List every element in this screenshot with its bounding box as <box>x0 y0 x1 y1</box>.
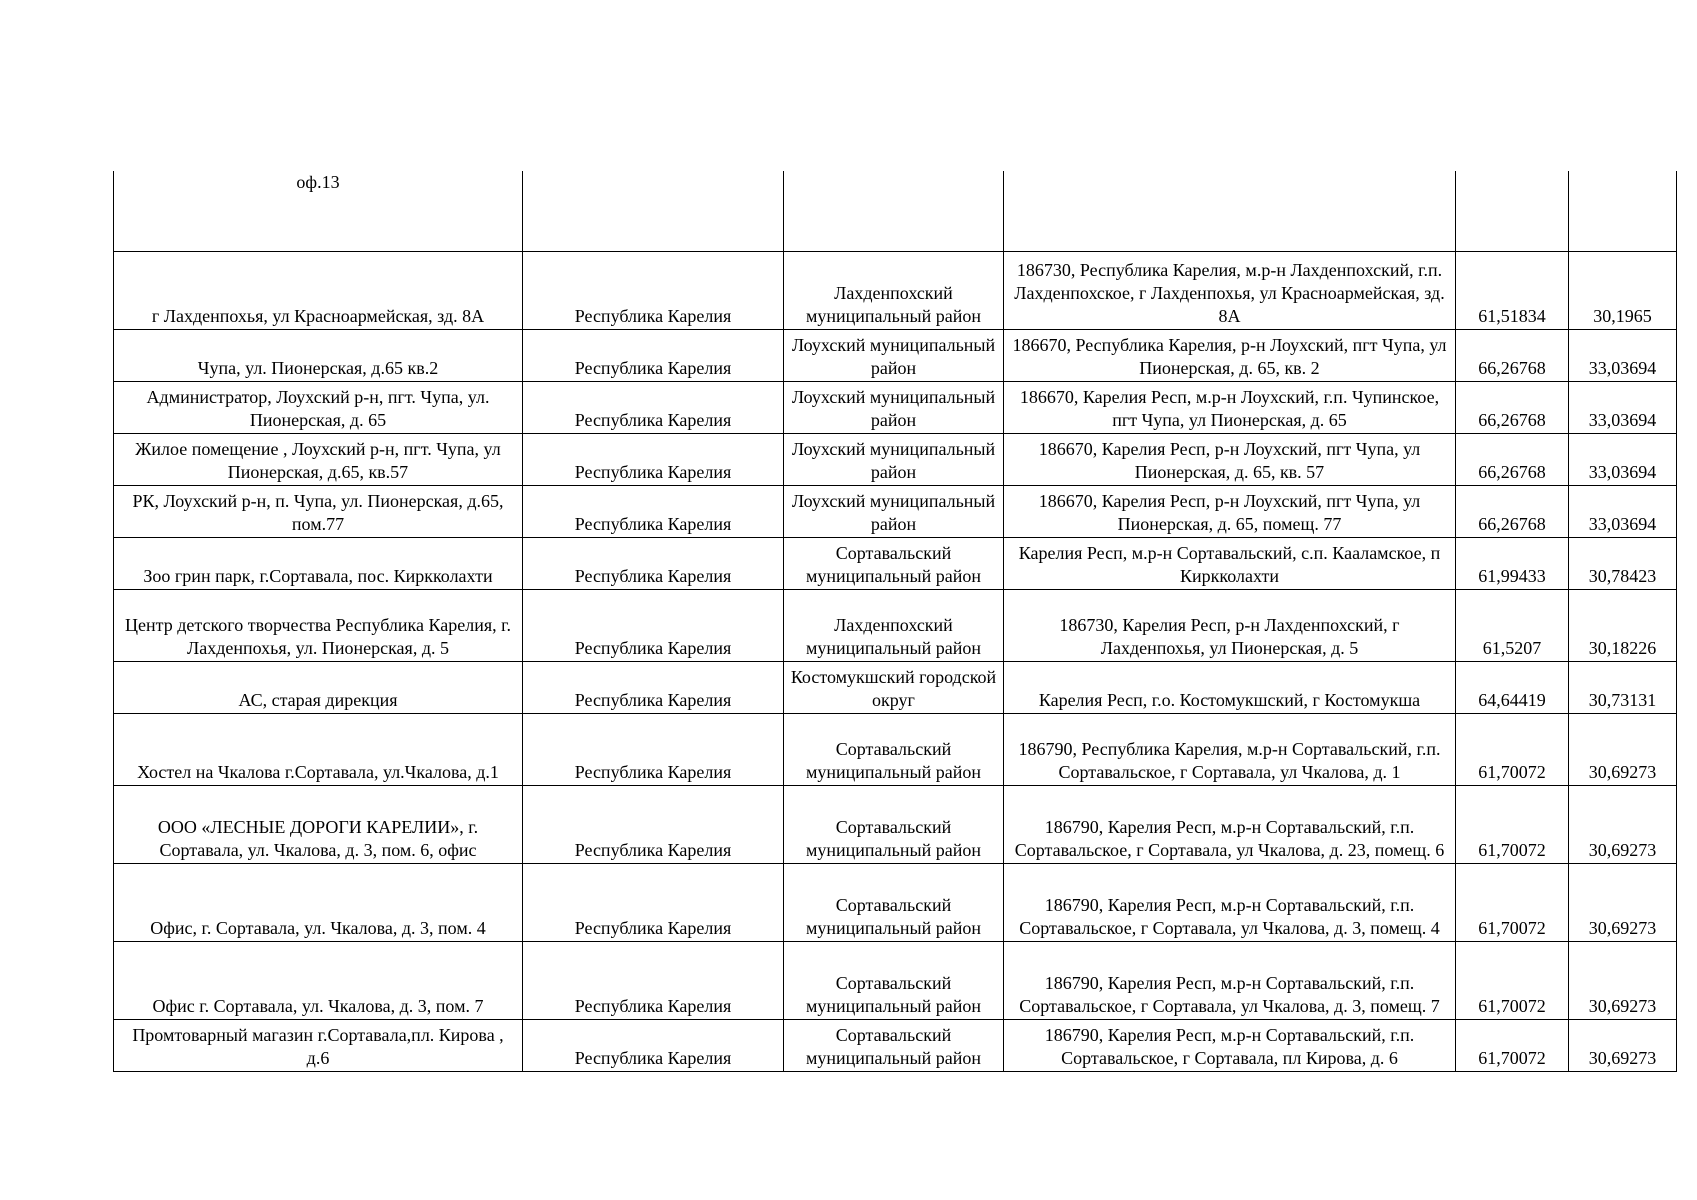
district-cell: Лоухский муниципальный район <box>784 485 1004 537</box>
region-cell: Республика Карелия <box>523 537 784 589</box>
latitude-cell: 61,99433 <box>1456 537 1569 589</box>
region-cell: Республика Карелия <box>523 589 784 661</box>
document-page <box>113 171 1676 1072</box>
district-cell: Сортавальский муниципальный район <box>784 863 1004 941</box>
longitude-cell: 30,1965 <box>1569 251 1677 329</box>
address-cell: Жилое помещение , Лоухский р-н, пгт. Чупа, ул Пионерская, д.65, кв.57 <box>114 433 523 485</box>
full-address-cell: 186730, Карелия Респ, р-н Лахденпохский, г Лахденпохья, ул Пионерская, д. 5 <box>1004 589 1456 661</box>
district-cell <box>784 171 1004 251</box>
latitude-cell <box>1456 171 1569 251</box>
district-cell: Сортавальский муниципальный район <box>784 713 1004 785</box>
table-row <box>114 171 1677 251</box>
longitude-cell: 30,73131 <box>1569 661 1677 713</box>
address-cell: Промтоварный магазин г.Сортавала,пл. Кирова , д.6 <box>114 1019 523 1071</box>
longitude-cell <box>1569 171 1677 251</box>
region-cell: Республика Карелия <box>523 381 784 433</box>
latitude-cell: 61,5207 <box>1456 589 1569 661</box>
address-cell: ООО «ЛЕСНЫЕ ДОРОГИ КАРЕЛИИ», г. Сортавала, ул. Чкалова, д. 3, пом. 6, офис <box>114 785 523 863</box>
longitude-cell: 30,69273 <box>1569 785 1677 863</box>
latitude-cell: 61,70072 <box>1456 1019 1569 1071</box>
district-cell: Сортавальский муниципальный район <box>784 785 1004 863</box>
district-cell: Лоухский муниципальный район <box>784 381 1004 433</box>
full-address-cell: 186670, Карелия Респ, р-н Лоухский, пгт Чупа, ул Пионерская, д. 65, кв. 57 <box>1004 433 1456 485</box>
table-row <box>114 433 1677 485</box>
district-cell: Лоухский муниципальный район <box>784 433 1004 485</box>
region-cell: Республика Карелия <box>523 251 784 329</box>
district-cell: Сортавальский муниципальный район <box>784 1019 1004 1071</box>
full-address-cell: 186670, Карелия Респ, м.р-н Лоухский, г.п. Чупинское, пгт Чупа, ул Пионерская, д. 65 <box>1004 381 1456 433</box>
table-row <box>114 1019 1677 1071</box>
longitude-cell: 30,69273 <box>1569 863 1677 941</box>
latitude-cell: 66,26768 <box>1456 329 1569 381</box>
address-cell: Хостел на Чкалова г.Сортавала, ул.Чкалова, д.1 <box>114 713 523 785</box>
longitude-cell: 33,03694 <box>1569 485 1677 537</box>
table-row <box>114 537 1677 589</box>
full-address-cell: 186730, Республика Карелия, м.р-н Лахденпохский, г.п. Лахденпохское, г Лахденпохья, ул Красноармейская, зд. 8А <box>1004 251 1456 329</box>
longitude-cell: 33,03694 <box>1569 433 1677 485</box>
latitude-cell: 61,51834 <box>1456 251 1569 329</box>
region-cell: Республика Карелия <box>523 485 784 537</box>
table-row <box>114 381 1677 433</box>
region-cell: Республика Карелия <box>523 941 784 1019</box>
address-cell: г Лахденпохья, ул Красноармейская, зд. 8А <box>114 251 523 329</box>
full-address-cell: 186670, Республика Карелия, р-н Лоухский, пгт Чупа, ул Пионерская, д. 65, кв. 2 <box>1004 329 1456 381</box>
longitude-cell: 30,18226 <box>1569 589 1677 661</box>
latitude-cell: 66,26768 <box>1456 433 1569 485</box>
table-row <box>114 329 1677 381</box>
longitude-cell: 30,78423 <box>1569 537 1677 589</box>
table-row <box>114 589 1677 661</box>
address-cell: Офис г. Сортавала, ул. Чкалова, д. 3, пом. 7 <box>114 941 523 1019</box>
full-address-cell: 186790, Республика Карелия, м.р-н Сортавальский, г.п. Сортавальское, г Сортавала, ул Чкалова, д. 1 <box>1004 713 1456 785</box>
latitude-cell: 66,26768 <box>1456 485 1569 537</box>
address-cell: Офис, г. Сортавала, ул. Чкалова, д. 3, пом. 4 <box>114 863 523 941</box>
district-cell: Костомукшский городской округ <box>784 661 1004 713</box>
longitude-cell: 33,03694 <box>1569 329 1677 381</box>
region-cell: Республика Карелия <box>523 329 784 381</box>
full-address-cell: Карелия Респ, м.р-н Сортавальский, с.п. Кааламское, п Киркколахти <box>1004 537 1456 589</box>
longitude-cell: 30,69273 <box>1569 713 1677 785</box>
region-cell <box>523 171 784 251</box>
full-address-cell: Карелия Респ, г.о. Костомукшский, г Костомукша <box>1004 661 1456 713</box>
region-cell: Республика Карелия <box>523 433 784 485</box>
table-row <box>114 485 1677 537</box>
locations-table <box>113 171 1677 1072</box>
full-address-cell: 186790, Карелия Респ, м.р-н Сортавальский, г.п. Сортавальское, г Сортавала, ул Чкалова, д. 3, помещ. 4 <box>1004 863 1456 941</box>
district-cell: Лахденпохский муниципальный район <box>784 589 1004 661</box>
address-cell: РК, Лоухский р-н, п. Чупа, ул. Пионерская, д.65, пом.77 <box>114 485 523 537</box>
district-cell: Сортавальский муниципальный район <box>784 537 1004 589</box>
address-cell: Администратор, Лоухский р-н, пгт. Чупа, ул. Пионерская, д. 65 <box>114 381 523 433</box>
district-cell: Лоухский муниципальный район <box>784 329 1004 381</box>
region-cell: Республика Карелия <box>523 1019 784 1071</box>
district-cell: Сортавальский муниципальный район <box>784 941 1004 1019</box>
address-cell: Чупа, ул. Пионерская, д.65 кв.2 <box>114 329 523 381</box>
full-address-cell: 186790, Карелия Респ, м.р-н Сортавальский, г.п. Сортавальское, г Сортавала, ул Чкалова, д. 23, помещ. 6 <box>1004 785 1456 863</box>
longitude-cell: 30,69273 <box>1569 1019 1677 1071</box>
full-address-cell: 186790, Карелия Респ, м.р-н Сортавальский, г.п. Сортавальское, г Сортавала, ул Чкалова, д. 3, помещ. 7 <box>1004 941 1456 1019</box>
region-cell: Республика Карелия <box>523 713 784 785</box>
full-address-cell: 186670, Карелия Респ, р-н Лоухский, пгт Чупа, ул Пионерская, д. 65, помещ. 77 <box>1004 485 1456 537</box>
table-row <box>114 863 1677 941</box>
district-cell: Лахденпохский муниципальный район <box>784 251 1004 329</box>
region-cell: Республика Карелия <box>523 661 784 713</box>
table-row <box>114 785 1677 863</box>
full-address-cell <box>1004 171 1456 251</box>
address-cell: оф.13 <box>114 171 523 251</box>
longitude-cell: 33,03694 <box>1569 381 1677 433</box>
address-cell: АС, старая дирекция <box>114 661 523 713</box>
address-cell: Центр детского творчества Республика Карелия, г. Лахденпохья, ул. Пионерская, д. 5 <box>114 589 523 661</box>
table-row <box>114 713 1677 785</box>
table-row <box>114 251 1677 329</box>
longitude-cell: 30,69273 <box>1569 941 1677 1019</box>
full-address-cell: 186790, Карелия Респ, м.р-н Сортавальский, г.п. Сортавальское, г Сортавала, пл Кирова, д. 6 <box>1004 1019 1456 1071</box>
latitude-cell: 61,70072 <box>1456 785 1569 863</box>
table-row <box>114 941 1677 1019</box>
latitude-cell: 66,26768 <box>1456 381 1569 433</box>
address-cell: Зоо грин парк, г.Сортавала, пос. Киркколахти <box>114 537 523 589</box>
table-row <box>114 661 1677 713</box>
latitude-cell: 61,70072 <box>1456 863 1569 941</box>
region-cell: Республика Карелия <box>523 785 784 863</box>
latitude-cell: 64,64419 <box>1456 661 1569 713</box>
latitude-cell: 61,70072 <box>1456 713 1569 785</box>
latitude-cell: 61,70072 <box>1456 941 1569 1019</box>
region-cell: Республика Карелия <box>523 863 784 941</box>
